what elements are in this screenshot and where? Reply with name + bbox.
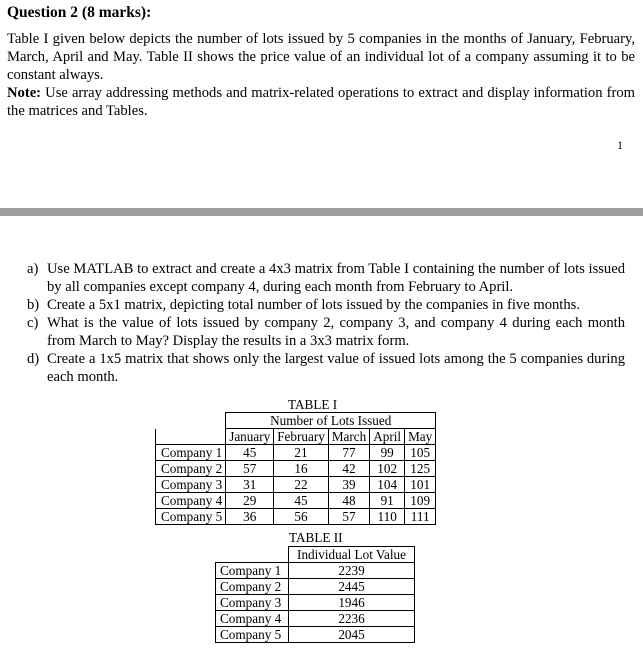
table-row: [216, 563, 415, 579]
value-cell: 57: [328, 509, 369, 525]
value-cell: 99: [370, 445, 405, 461]
table-row: [216, 595, 415, 611]
page-one-excerpt: [0, 0, 643, 200]
value-cell: 21: [274, 445, 329, 461]
company-cell: Company 5: [156, 509, 226, 525]
company-cell: Company 2: [156, 461, 226, 477]
table-row: [156, 445, 436, 461]
note-label: Note:: [7, 85, 42, 101]
part-text: What is the value of lots issued by company 2, company 3, and company 4 during each month from March to May? Display the results in a 3x3 matrix form.: [47, 315, 625, 349]
value-cell: 2236: [289, 611, 415, 627]
table2-caption: TABLE II: [289, 530, 343, 545]
company-cell: Company 4: [156, 493, 226, 509]
table1-group-header-row: [156, 413, 436, 429]
table-row: [216, 627, 415, 643]
table1-lots-issued: [155, 412, 436, 525]
month-header: February: [274, 429, 329, 445]
value-cell: 45: [226, 445, 274, 461]
value-cell: 56: [274, 509, 329, 525]
part-label: c): [27, 315, 39, 331]
table-row: [156, 461, 436, 477]
value-cell: 91: [370, 493, 405, 509]
question-title: Question 2 (8 marks):: [7, 4, 152, 21]
table-row: [216, 579, 415, 595]
company-cell: Company 1: [216, 563, 289, 579]
question-parts-list: [27, 260, 625, 386]
company-cell: Company 2: [216, 579, 289, 595]
value-cell: 77: [328, 445, 369, 461]
value-cell: 104: [370, 477, 405, 493]
value-cell: 102: [370, 461, 405, 477]
part-c: [27, 314, 625, 350]
company-cell: Company 5: [216, 627, 289, 643]
value-cell: 29: [226, 493, 274, 509]
part-label: b): [27, 297, 40, 313]
page-number: 1: [617, 138, 623, 152]
table2-lot-value: [215, 546, 415, 643]
value-cell: 2239: [289, 563, 415, 579]
value-cell: 2045: [289, 627, 415, 643]
value-cell: 36: [226, 509, 274, 525]
part-label: d): [27, 351, 40, 367]
value-cell: 31: [226, 477, 274, 493]
question-note: [7, 84, 635, 120]
value-cell: 39: [328, 477, 369, 493]
page-break-divider: [0, 208, 643, 216]
part-b: [27, 296, 625, 314]
table1-group-header: Number of Lots Issued: [226, 413, 436, 429]
value-cell: 22: [274, 477, 329, 493]
month-header: April: [370, 429, 405, 445]
table2-header-row: [216, 547, 415, 563]
table-row: [156, 509, 436, 525]
value-cell: 105: [405, 445, 436, 461]
value-cell: 42: [328, 461, 369, 477]
value-cell: 1946: [289, 595, 415, 611]
part-a: [27, 260, 625, 296]
part-label: a): [27, 261, 39, 277]
value-cell: 109: [405, 493, 436, 509]
table2-header: Individual Lot Value: [289, 547, 415, 563]
company-cell: Company 4: [216, 611, 289, 627]
company-cell: Company 3: [156, 477, 226, 493]
value-cell: 48: [328, 493, 369, 509]
value-cell: 110: [370, 509, 405, 525]
part-text: Use MATLAB to extract and create a 4x3 matrix from Table I containing the number of lots issued by all companies except company 4, during each month from February to April.: [47, 261, 625, 295]
table-row: [156, 477, 436, 493]
value-cell: 57: [226, 461, 274, 477]
value-cell: 45: [274, 493, 329, 509]
note-text: Use array addressing methods and matrix-related operations to extract and display information from the matrices and Tables.: [7, 85, 635, 119]
month-header: March: [328, 429, 369, 445]
part-text: Create a 5x1 matrix, depicting total number of lots issued by the companies in five months.: [47, 297, 580, 313]
value-cell: 111: [405, 509, 436, 525]
question-intro: Table I given below depicts the number of lots issued by 5 companies in the months of January, February, March, April and May. Table II shows the price value of an individual lot of a company assuming it to be constant always.: [7, 31, 635, 83]
table1-month-header-row: [156, 429, 436, 445]
table1-caption: TABLE I: [288, 397, 338, 412]
value-cell: 16: [274, 461, 329, 477]
table-row: [156, 493, 436, 509]
value-cell: 2445: [289, 579, 415, 595]
part-d: [27, 350, 625, 386]
month-header: January: [226, 429, 274, 445]
value-cell: 101: [405, 477, 436, 493]
company-cell: Company 3: [216, 595, 289, 611]
company-cell: Company 1: [156, 445, 226, 461]
part-text: Create a 1x5 matrix that shows only the largest value of issued lots among the 5 companies during each month.: [47, 351, 625, 385]
month-header: May: [405, 429, 436, 445]
value-cell: 125: [405, 461, 436, 477]
table-row: [216, 611, 415, 627]
